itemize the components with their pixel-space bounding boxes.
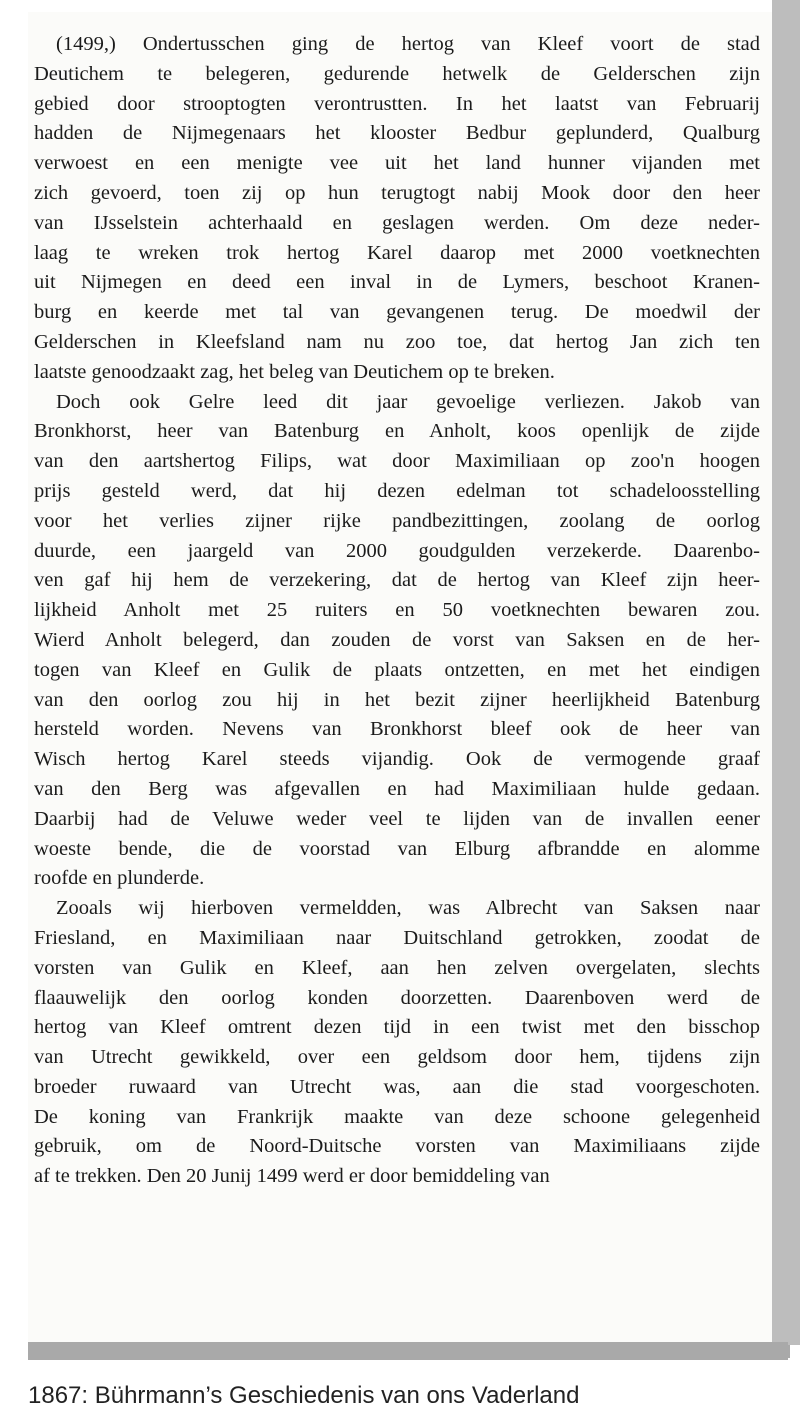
text-line: van den aartshertog Filips, wat door Maximiliaan op zoo'n hoogen: [34, 450, 760, 473]
text-line: roofde en plunderde.: [34, 867, 205, 890]
text-line: gebied door strooptogten verontrustten. In het laatst van Februarij: [34, 92, 760, 115]
text-line: van den oorlog zou hij in het bezit zijner heerlijkheid Batenburg: [34, 688, 760, 711]
text-line: flaauwelijk den oorlog konden doorzetten. Daarenboven werd de: [34, 986, 760, 1009]
text-line: hersteld worden. Nevens van Bronkhorst bleef ook de heer van: [34, 718, 760, 741]
text-line: hertog van Kleef omtrent dezen tijd in een twist met den bisschop: [34, 1016, 760, 1039]
scan-shadow-right: [772, 0, 800, 1345]
text-line: Daarbij had de Veluwe weder veel te lijden van de invallen eener: [34, 807, 760, 830]
text-line: broeder ruwaard van Utrecht was, aan die stad voorgeschoten.: [34, 1075, 760, 1098]
text-line: hadden de Nijmegenaars het klooster Bedbur geplunderd, Qualburg: [34, 122, 760, 145]
text-line: woeste bende, die de voorstad van Elburg afbrandde en alomme: [34, 837, 760, 860]
text-line: vorsten van Gulik en Kleef, aan hen zelven overgelaten, slechts: [34, 956, 760, 979]
caption: 1867: Bührmann’s Geschiedenis van ons Vaderland: [28, 1382, 580, 1409]
scan-shadow-bottom: [28, 1342, 788, 1360]
text-line: duurde, een jaargeld van 2000 goudgulden verzekerde. Daarenbo-: [34, 539, 760, 562]
text-line: laag te wreken trok hertog Karel daarop met 2000 voetknechten: [34, 241, 760, 264]
text-line: van IJsselstein achterhaald en geslagen werden. Om deze neder-: [34, 211, 760, 234]
text-line: prijs gesteld werd, dat hij dezen edelman tot schadeloosstelling: [34, 479, 760, 502]
text-line: De koning van Frankrijk maakte van deze schoone gelegenheid: [34, 1105, 760, 1128]
text-line: burg en keerde met tal van gevangenen terug. De moedwil der: [34, 301, 760, 324]
text-line: af te trekken. Den 20 Junij 1499 werd er door bemiddeling van: [34, 1165, 550, 1188]
text-line: (1499,) Ondertusschen ging de hertog van Kleef voort de stad: [56, 33, 760, 55]
page-text: [34, 30, 760, 1192]
text-line: van den Berg was afgevallen en had Maximiliaan hulde gedaan.: [34, 777, 760, 800]
text-line: verwoest en een menigte vee uit het land hunner vijanden met: [34, 152, 760, 175]
text-line: togen van Kleef en Gulik de plaats ontzetten, en met het eindigen: [34, 658, 760, 681]
text-line: voor het verlies zijner rijke pandbezittingen, zoolang de oorlog: [34, 509, 760, 532]
text-line: Zooals wij hierboven vermeldden, was Albrecht van Saksen naar: [56, 897, 760, 920]
text-line: Wierd Anholt belegerd, dan zouden de vorst van Saksen en de her-: [34, 628, 760, 651]
text-line: Gelderschen in Kleefsland nam nu zoo toe, dat hertog Jan zich ten: [34, 330, 760, 353]
text-line: Doch ook Gelre leed dit jaar gevoelige verliezen. Jakob van: [56, 390, 760, 413]
text-line: Deutichem te belegeren, gedurende hetwelk de Gelderschen zijn: [34, 62, 760, 85]
text-line: laatste genoodzaakt zag, het beleg van Deutichem op te breken.: [34, 360, 555, 383]
text-line: Bronkhorst, heer van Batenburg en Anholt, koos openlijk de zijde: [34, 420, 760, 443]
text-line: zich gevoerd, toen zij op hun terugtogt nabij Mook door den heer: [34, 181, 760, 204]
text-line: uit Nijmegen en deed een inval in de Lymers, beschoot Kranen-: [34, 271, 760, 294]
text-line: lijkheid Anholt met 25 ruiters en 50 voetknechten bewaren zou.: [34, 599, 760, 622]
text-line: Friesland, en Maximiliaan naar Duitschland getrokken, zoodat de: [34, 926, 760, 949]
text-line: ven gaf hij hem de verzekering, dat de hertog van Kleef zijn heer-: [34, 569, 760, 592]
text-line: van Utrecht gewikkeld, over een geldsom door hem, tijdens zijn: [34, 1046, 760, 1069]
text-line: Wisch hertog Karel steeds vijandig. Ook de vermogende graaf: [34, 748, 760, 771]
text-line: gebruik, om de Noord-Duitsche vorsten van Maximiliaans zijde: [34, 1135, 760, 1158]
